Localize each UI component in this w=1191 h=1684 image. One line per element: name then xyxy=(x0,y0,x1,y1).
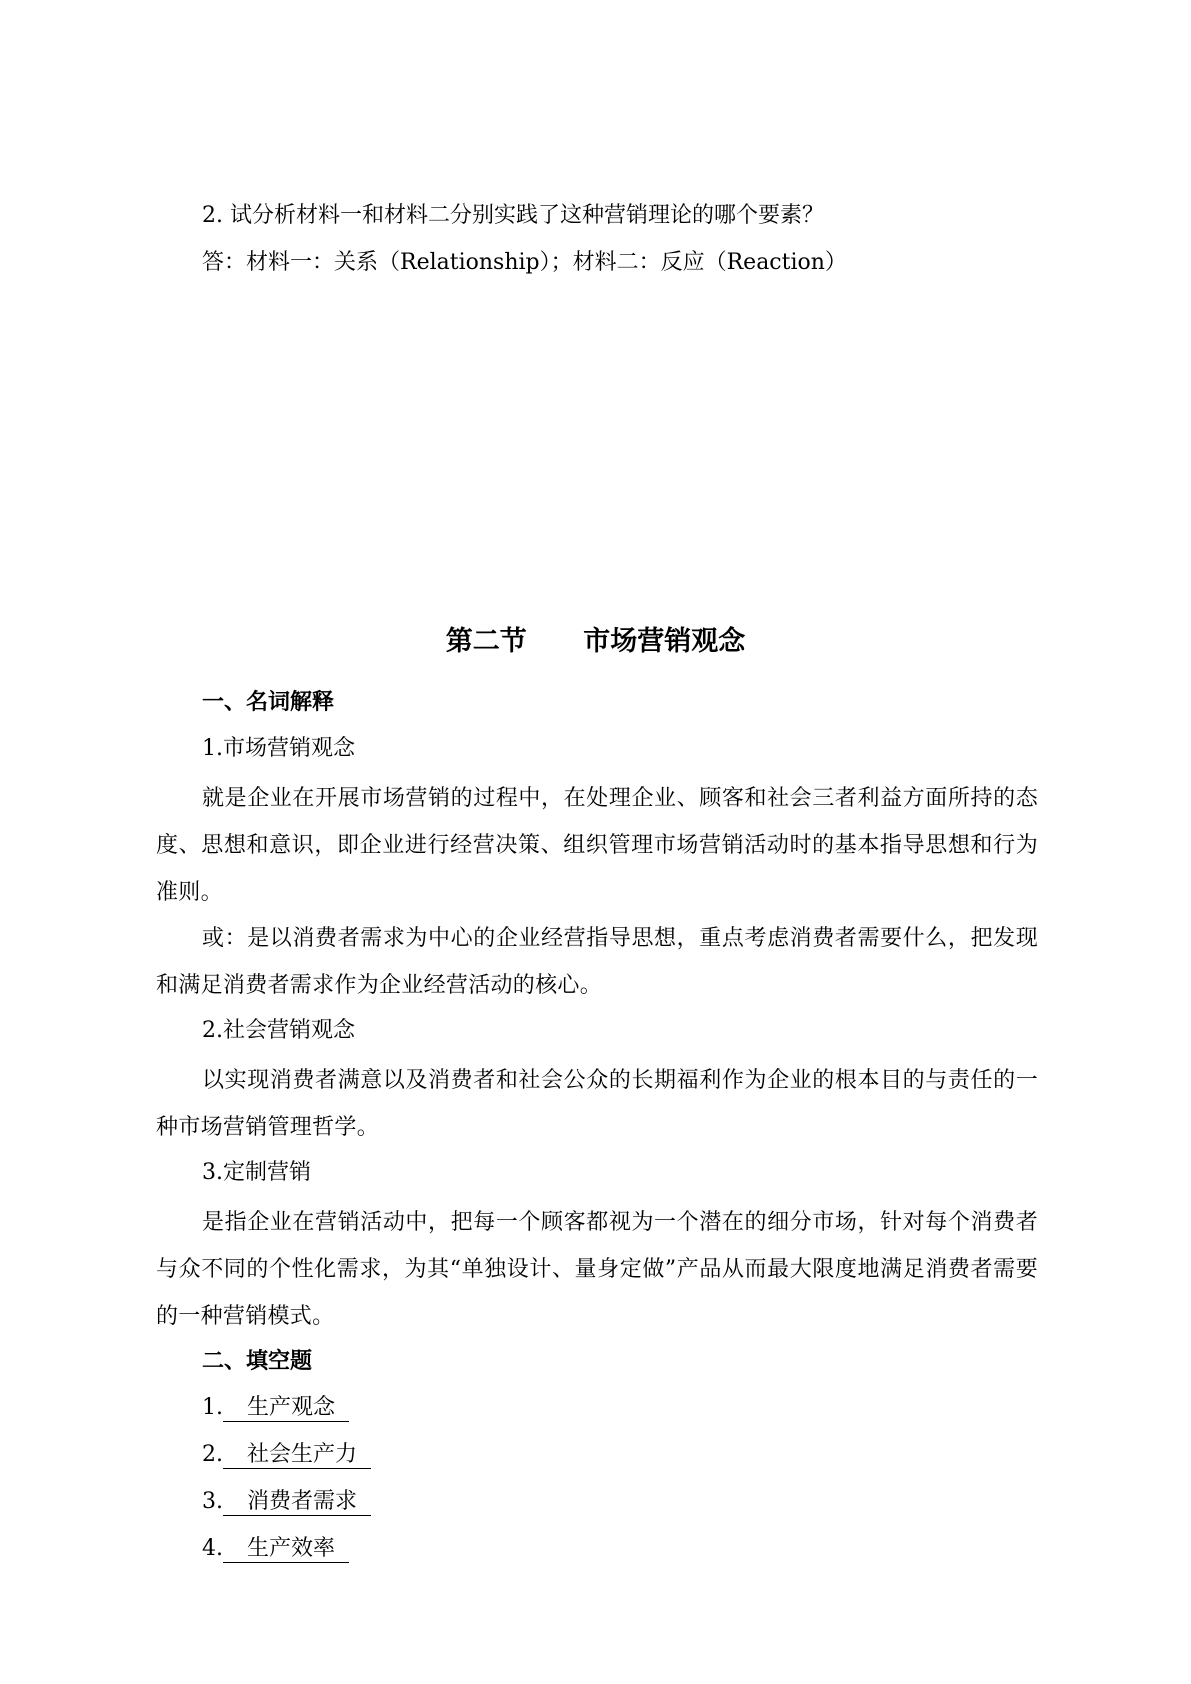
fill-blank-answer: 社会生产力 xyxy=(223,1442,371,1469)
term3-paragraph: 是指企业在营销活动中，把每一个顾客都视为一个潜在的细分市场，针对每个消费者与众不同的个性化需求，为其“单独设计、量身定做”产品从而最大限度地满足消费者需要的一种营销模式。 xyxy=(156,1210,1038,1329)
fill-blank-item-2 xyxy=(202,1440,371,1470)
question-2: 2. 试分析材料一和材料二分别实践了这种营销理论的哪个要素？ xyxy=(202,203,824,228)
fill-blank-item-3 xyxy=(202,1487,371,1517)
part2-heading: 二、填空题 xyxy=(202,1348,313,1374)
section-title: 第二节 市场营销观念 xyxy=(445,626,746,657)
term1-title: 1.市场营销观念 xyxy=(202,736,355,761)
part1-heading: 一、名词解释 xyxy=(202,689,335,715)
fill-blank-answer: 生产观念 xyxy=(223,1395,349,1422)
fill-blank-answer: 消费者需求 xyxy=(223,1489,371,1516)
term3-title: 3.定制营销 xyxy=(202,1160,311,1185)
fill-blank-number: 1. xyxy=(202,1395,223,1420)
fill-blank-number: 3. xyxy=(202,1489,223,1514)
term2-title: 2.社会营销观念 xyxy=(202,1018,355,1043)
fill-blank-number: 2. xyxy=(202,1442,223,1467)
fill-blank-answer: 生产效率 xyxy=(223,1536,349,1563)
fill-blank-item-4 xyxy=(202,1534,349,1564)
fill-blank-item-1 xyxy=(202,1393,349,1423)
answer-2: 答：材料一：关系（Relationship）；材料二：反应（Reaction） xyxy=(202,250,847,275)
fill-blank-number: 4. xyxy=(202,1536,223,1561)
term1-paragraph-1: 就是企业在开展市场营销的过程中，在处理企业、顾客和社会三者利益方面所持的态度、思想和意识，即企业进行经营决策、组织管理市场营销活动时的基本指导思想和行为准则。 xyxy=(156,786,1038,905)
term2-paragraph: 以实现消费者满意以及消费者和社会公众的长期福利作为企业的根本目的与责任的一种市场营销管理哲学。 xyxy=(156,1068,1038,1140)
term1-paragraph-2: 或：是以消费者需求为中心的企业经营指导思想，重点考虑消费者需要什么，把发现和满足消费者需求作为企业经营活动的核心。 xyxy=(156,926,1038,998)
